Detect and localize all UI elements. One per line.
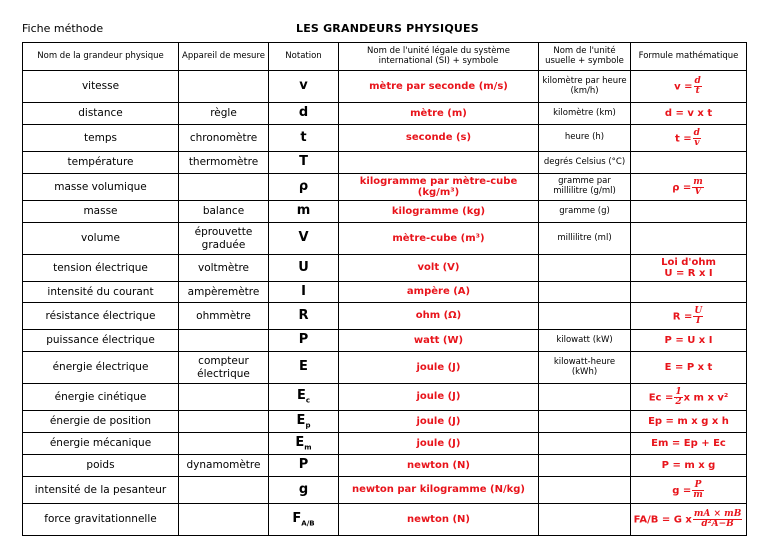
table-row: [23, 174, 747, 201]
quantity-name-cell: intensité de la pesanteur: [23, 477, 179, 504]
device-cell: balance: [179, 201, 269, 223]
notation-cell: U: [269, 255, 339, 282]
fraction-numerator: P: [692, 481, 704, 491]
notation-cell: $E_c$: [269, 384, 339, 411]
quantity-name-cell: temps: [23, 125, 179, 152]
si-unit-cell: watt (W): [339, 330, 539, 352]
fraction-numerator: mA × mB: [693, 509, 742, 519]
quantity-name-cell: volume: [23, 223, 179, 255]
usual-unit-cell: degrés Celsius (°C): [539, 152, 631, 174]
table-row: [23, 455, 747, 477]
formula-cell: [631, 504, 747, 536]
fraction-denominator: d²A−B: [701, 519, 734, 529]
table-row: [23, 201, 747, 223]
formula-cell: [631, 477, 747, 504]
fraction-denominator: m: [693, 489, 703, 500]
device-cell: [179, 384, 269, 411]
notation-cell: ρ: [269, 174, 339, 201]
si-unit-cell: ohm (Ω): [339, 303, 539, 330]
usual-unit-cell: [539, 255, 631, 282]
device-cell: [179, 411, 269, 433]
formula-fraction: [693, 129, 701, 148]
column-header: Nom de l'unité usuelle + symbole: [539, 43, 631, 71]
formula-cell: [631, 174, 747, 201]
table-header-row: [23, 43, 747, 71]
formula-lhs: v =: [674, 81, 693, 93]
table-row: [23, 303, 747, 330]
quantity-name-cell: distance: [23, 103, 179, 125]
column-header: Nom de l'unité légale du système international (SI) + symbole: [339, 43, 539, 71]
device-cell: [179, 433, 269, 455]
fraction-denominator: t: [695, 86, 700, 96]
fraction-numerator: 1: [675, 386, 682, 397]
notation-cell: E: [269, 352, 339, 384]
formula-cell: [631, 330, 747, 352]
device-cell: éprouvette graduée: [179, 223, 269, 255]
device-cell: ohmmètre: [179, 303, 269, 330]
formula-cell: [631, 455, 747, 477]
formula-cell: [631, 152, 747, 174]
formula-text: P = U x I: [664, 334, 713, 346]
usual-unit-cell: gramme (g): [539, 201, 631, 223]
device-cell: [179, 330, 269, 352]
notation-cell: $F_{A/B}$: [269, 504, 339, 536]
usual-unit-cell: [539, 433, 631, 455]
formula-text: E = P x t: [664, 361, 713, 373]
usual-unit-cell: [539, 504, 631, 536]
si-unit-cell: mètre-cube (m³): [339, 223, 539, 255]
usual-unit-cell: [539, 303, 631, 330]
usual-unit-cell: [539, 282, 631, 303]
formula-cell: [631, 411, 747, 433]
formula-fraction: [693, 307, 703, 326]
formula-text-line2: U = R x I: [664, 268, 713, 279]
quantity-name-cell: énergie cinétique: [23, 384, 179, 411]
page-label: Fiche méthode: [22, 22, 104, 35]
notation-cell: g: [269, 477, 339, 504]
formula-lhs: t =: [675, 133, 692, 144]
usual-unit-cell: [539, 384, 631, 411]
formula-lhs: Ec =: [648, 392, 674, 403]
usual-unit-cell: kilomètre par heure (km/h): [539, 71, 631, 103]
quantity-name-cell: température: [23, 152, 179, 174]
notation-cell: R: [269, 303, 339, 330]
notation-cell: d: [269, 103, 339, 125]
device-cell: [179, 477, 269, 504]
quantity-name-cell: masse: [23, 201, 179, 223]
notation-cell: $E_m$: [269, 433, 339, 455]
device-cell: compteur électrique: [179, 352, 269, 384]
formula-cell: [631, 201, 747, 223]
formula-lhs: R =: [672, 311, 693, 322]
formula-lhs: ρ =: [672, 182, 692, 193]
column-header: Formule mathématique: [631, 43, 747, 71]
formula-cell: [631, 125, 747, 152]
si-unit-cell: joule (J): [339, 411, 539, 433]
usual-unit-cell: heure (h): [539, 125, 631, 152]
table-row: [23, 352, 747, 384]
formula-fraction: [694, 77, 702, 96]
quantities-table: [22, 42, 747, 536]
column-header: Nom de la grandeur physique: [23, 43, 179, 71]
quantity-name-cell: énergie mécanique: [23, 433, 179, 455]
device-cell: [179, 174, 269, 201]
usual-unit-cell: [539, 477, 631, 504]
usual-unit-cell: kilowatt-heure (kWh): [539, 352, 631, 384]
formula-text: P = m x g: [661, 459, 716, 471]
table-row: [23, 103, 747, 125]
quantity-name-cell: vitesse: [23, 71, 179, 103]
fraction-numerator: m: [693, 176, 703, 187]
si-unit-cell: kilogramme (kg): [339, 201, 539, 223]
table-row: [23, 223, 747, 255]
table-row: [23, 282, 747, 303]
quantity-name-cell: énergie électrique: [23, 352, 179, 384]
formula-fraction: [692, 481, 704, 500]
formula-text: Em = Ep + Ec: [651, 437, 726, 449]
fraction-numerator: U: [694, 305, 703, 316]
table-body: [23, 71, 747, 536]
formula-lhs: g =: [672, 485, 692, 496]
table-row: [23, 255, 747, 282]
quantity-name-cell: résistance électrique: [23, 303, 179, 330]
fraction-denominator: v: [694, 137, 700, 148]
device-cell: ampèremètre: [179, 282, 269, 303]
si-unit-cell: newton (N): [339, 455, 539, 477]
notation-cell: P: [269, 330, 339, 352]
formula-fraction: [693, 510, 742, 529]
fraction-numerator: d: [694, 76, 701, 86]
formula-cell: [631, 71, 747, 103]
quantity-name-cell: poids: [23, 455, 179, 477]
notation-cell: T: [269, 152, 339, 174]
device-cell: [179, 71, 269, 103]
usual-unit-cell: [539, 411, 631, 433]
formula-cell: [631, 433, 747, 455]
si-unit-cell: newton (N): [339, 504, 539, 536]
quantity-name-cell: puissance électrique: [23, 330, 179, 352]
formula-text: d = v x t: [664, 107, 713, 119]
device-cell: chronomètre: [179, 125, 269, 152]
si-unit-cell: mètre (m): [339, 103, 539, 125]
table-row: [23, 477, 747, 504]
notation-cell: $E_p$: [269, 411, 339, 433]
table-row: [23, 411, 747, 433]
table-row: [23, 330, 747, 352]
formula-rhs: x m x v²: [683, 392, 729, 403]
device-cell: [179, 504, 269, 536]
usual-unit-cell: kilowatt (kW): [539, 330, 631, 352]
quantity-name-cell: masse volumique: [23, 174, 179, 201]
fraction-denominator: I: [696, 315, 701, 326]
formula-cell: [631, 303, 747, 330]
si-unit-cell: joule (J): [339, 384, 539, 411]
formula-cell: [631, 223, 747, 255]
fraction-numerator: d: [693, 127, 700, 138]
table-row: [23, 384, 747, 411]
column-header: Notation: [269, 43, 339, 71]
device-cell: dynamomètre: [179, 455, 269, 477]
quantity-name-cell: énergie de position: [23, 411, 179, 433]
usual-unit-cell: millilitre (ml): [539, 223, 631, 255]
quantity-name-cell: tension électrique: [23, 255, 179, 282]
page-title: LES GRANDEURS PHYSIQUES: [296, 22, 479, 35]
device-cell: thermomètre: [179, 152, 269, 174]
table-row: [23, 152, 747, 174]
usual-unit-cell: kilomètre (km): [539, 103, 631, 125]
formula-cell: [631, 255, 747, 282]
notation-cell: I: [269, 282, 339, 303]
si-unit-cell: newton par kilogramme (N/kg): [339, 477, 539, 504]
si-unit-cell: [339, 152, 539, 174]
table-row: [23, 433, 747, 455]
si-unit-cell: joule (J): [339, 433, 539, 455]
notation-cell: t: [269, 125, 339, 152]
notation-cell: V: [269, 223, 339, 255]
usual-unit-cell: [539, 455, 631, 477]
usual-unit-cell: gramme par millilitre (g/ml): [539, 174, 631, 201]
device-cell: règle: [179, 103, 269, 125]
si-unit-cell: mètre par seconde (m/s): [339, 71, 539, 103]
notation-cell: P: [269, 455, 339, 477]
device-cell: voltmètre: [179, 255, 269, 282]
table-row: [23, 71, 747, 103]
formula-cell: [631, 352, 747, 384]
si-unit-cell: kilogramme par mètre-cube (kg/m³): [339, 174, 539, 201]
formula-fraction: [692, 178, 704, 197]
fraction-denominator: 2: [675, 396, 682, 407]
si-unit-cell: seconde (s): [339, 125, 539, 152]
si-unit-cell: ampère (A): [339, 282, 539, 303]
notation-cell: v: [269, 71, 339, 103]
formula-cell: [631, 103, 747, 125]
quantity-name-cell: force gravitationnelle: [23, 504, 179, 536]
formula-text: Ep = m x g x h: [648, 415, 729, 427]
formula-cell: [631, 384, 747, 411]
formula-fraction: [674, 388, 682, 407]
column-header: Appareil de mesure: [179, 43, 269, 71]
table-row: [23, 125, 747, 152]
table-row: [23, 504, 747, 536]
fraction-denominator: V: [694, 186, 702, 197]
si-unit-cell: volt (V): [339, 255, 539, 282]
formula-lhs: FA/B = G x: [633, 514, 692, 526]
notation-cell: m: [269, 201, 339, 223]
quantity-name-cell: intensité du courant: [23, 282, 179, 303]
formula-cell: [631, 282, 747, 303]
si-unit-cell: joule (J): [339, 352, 539, 384]
formula-text: Loi d'ohm: [661, 256, 716, 268]
